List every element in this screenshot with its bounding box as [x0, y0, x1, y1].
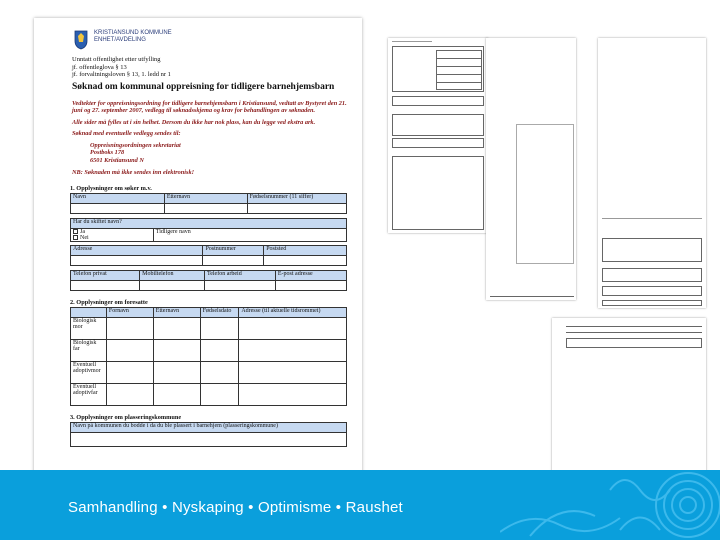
send-to-label: Søknad med eventuelle vedlegg sendes til: [72, 130, 181, 138]
name-change-options [71, 228, 154, 241]
meta-line: jf. forvaltningsloven § 13, 1. ledd nr 1 [72, 71, 171, 79]
yes-checkbox[interactable] [73, 229, 78, 234]
placement-municipality-field[interactable] [71, 432, 347, 446]
col-header: Navn på kommunen du bodde i da du ble plassert i barnehjem (plasseringskommune) [71, 422, 347, 432]
phone-field[interactable] [71, 280, 140, 290]
org-sub: ENHET/AVDELING [94, 37, 146, 43]
name-change-table [70, 218, 347, 242]
cell[interactable] [153, 317, 200, 339]
org-name: KRISTIANSUND KOMMUNE [94, 30, 172, 36]
section-2-title: 2. Opplysninger om foresatte [70, 298, 148, 306]
form-page-thumbnail [388, 38, 488, 233]
form-header [74, 30, 352, 50]
wave-ornament-icon [500, 470, 720, 540]
col-header: Telefon arbeid [204, 270, 275, 280]
mobile-field[interactable] [140, 280, 205, 290]
form-page-thumbnail [486, 38, 576, 300]
cell[interactable] [153, 339, 200, 361]
cell[interactable] [239, 361, 347, 383]
cell[interactable] [239, 383, 347, 405]
col-header [71, 307, 107, 317]
org-name-block [94, 30, 172, 44]
col-header: Fødselsdato [200, 307, 239, 317]
cell[interactable] [106, 339, 153, 361]
form-page-thumbnail [598, 38, 706, 308]
meta-line: jf. offentleglova § 13 [72, 63, 127, 71]
cell[interactable] [153, 361, 200, 383]
col-header: Fødselsnummer (11 siffer) [247, 193, 346, 203]
address-field[interactable] [71, 255, 203, 265]
address-line: 6501 Kristiansund N [90, 156, 144, 164]
postcode-field[interactable] [203, 255, 264, 265]
name-change-question: Har du skiftet navn? [71, 218, 347, 228]
row-label: Eventuell adoptivfar [71, 383, 107, 405]
col-header: Etternavn [153, 307, 200, 317]
col-header: Mobiltelefon [140, 270, 205, 280]
footer-slogan: Samhandling • Nyskaping • Optimisme • Raushet [68, 499, 403, 516]
cell[interactable] [153, 383, 200, 405]
col-header: Adresse [71, 245, 203, 255]
application-form-document [34, 18, 362, 478]
row-label: Eventuell adoptivmor [71, 361, 107, 383]
name-field[interactable] [71, 203, 165, 213]
electronic-note: NB: Søknaden må ikke sendes inn elektronisk! [72, 169, 195, 176]
no-checkbox[interactable] [73, 235, 78, 240]
intro-paragraph: Alle sider må fylles ut i sin helhet. Dersom du ikke har nok plass, kan du legge ved ekstra ark. [72, 118, 316, 126]
cell[interactable] [106, 317, 153, 339]
form-title: Søknad om kommunal oppreisning for tidligere barnehjemsbarn [72, 81, 335, 92]
address-table [70, 245, 347, 266]
address-line: Oppreisningsordningen sekretariat [90, 141, 181, 149]
intro-paragraph: Vedtekter for oppreisningsordning for tidligere barnehjemsbarn i Kristiansund, vedtatt av Bystyret den 21. juni og 27. september 2007, vedlegg til søknadsskjema og krav for behandlingen av søknaden. [72, 99, 347, 115]
col-header: Postnummer [203, 245, 264, 255]
cell[interactable] [106, 361, 153, 383]
footer-banner [0, 470, 720, 540]
col-header: Poststed [264, 245, 347, 255]
col-header: Telefon privat [71, 270, 140, 280]
email-field[interactable] [275, 280, 346, 290]
cell[interactable] [239, 339, 347, 361]
phone-table [70, 270, 347, 291]
cell[interactable] [200, 339, 239, 361]
cell[interactable] [200, 317, 239, 339]
guardians-table [70, 307, 347, 406]
address-line: Postboks 178 [90, 149, 125, 157]
cell[interactable] [106, 383, 153, 405]
surname-field[interactable] [164, 203, 247, 213]
confidentiality-note [72, 56, 352, 79]
previous-name-label: Tidligere navn [155, 228, 191, 235]
mailing-address [90, 142, 352, 164]
form-page-thumbnail [552, 318, 706, 474]
previous-name-field[interactable] [153, 228, 346, 241]
city-field[interactable] [264, 255, 347, 265]
col-header: Navn [71, 193, 165, 203]
section-1-title: 1. Opplysninger om søker m.v. [70, 184, 152, 192]
ssn-field[interactable] [247, 203, 346, 213]
section-3-title: 3. Opplysninger om plasseringskommune [70, 413, 182, 421]
work-phone-field[interactable] [204, 280, 275, 290]
row-label: Biologisk mor [71, 317, 107, 339]
no-label: Nei [80, 234, 89, 241]
yes-label: Ja [80, 228, 85, 235]
row-label: Biologisk far [71, 339, 107, 361]
col-header: Adresse (til aktuelle tidsrommet) [239, 307, 347, 317]
meta-line: Unntatt offentlighet etter utfylling [72, 56, 161, 63]
col-header: E-post adresse [275, 270, 346, 280]
cell[interactable] [200, 361, 239, 383]
municipal-crest-icon [74, 30, 88, 50]
col-header: Etternavn [164, 193, 247, 203]
placement-table [70, 422, 347, 447]
cell[interactable] [239, 317, 347, 339]
applicant-table [70, 193, 347, 214]
cell[interactable] [200, 383, 239, 405]
col-header: Fornavn [106, 307, 153, 317]
